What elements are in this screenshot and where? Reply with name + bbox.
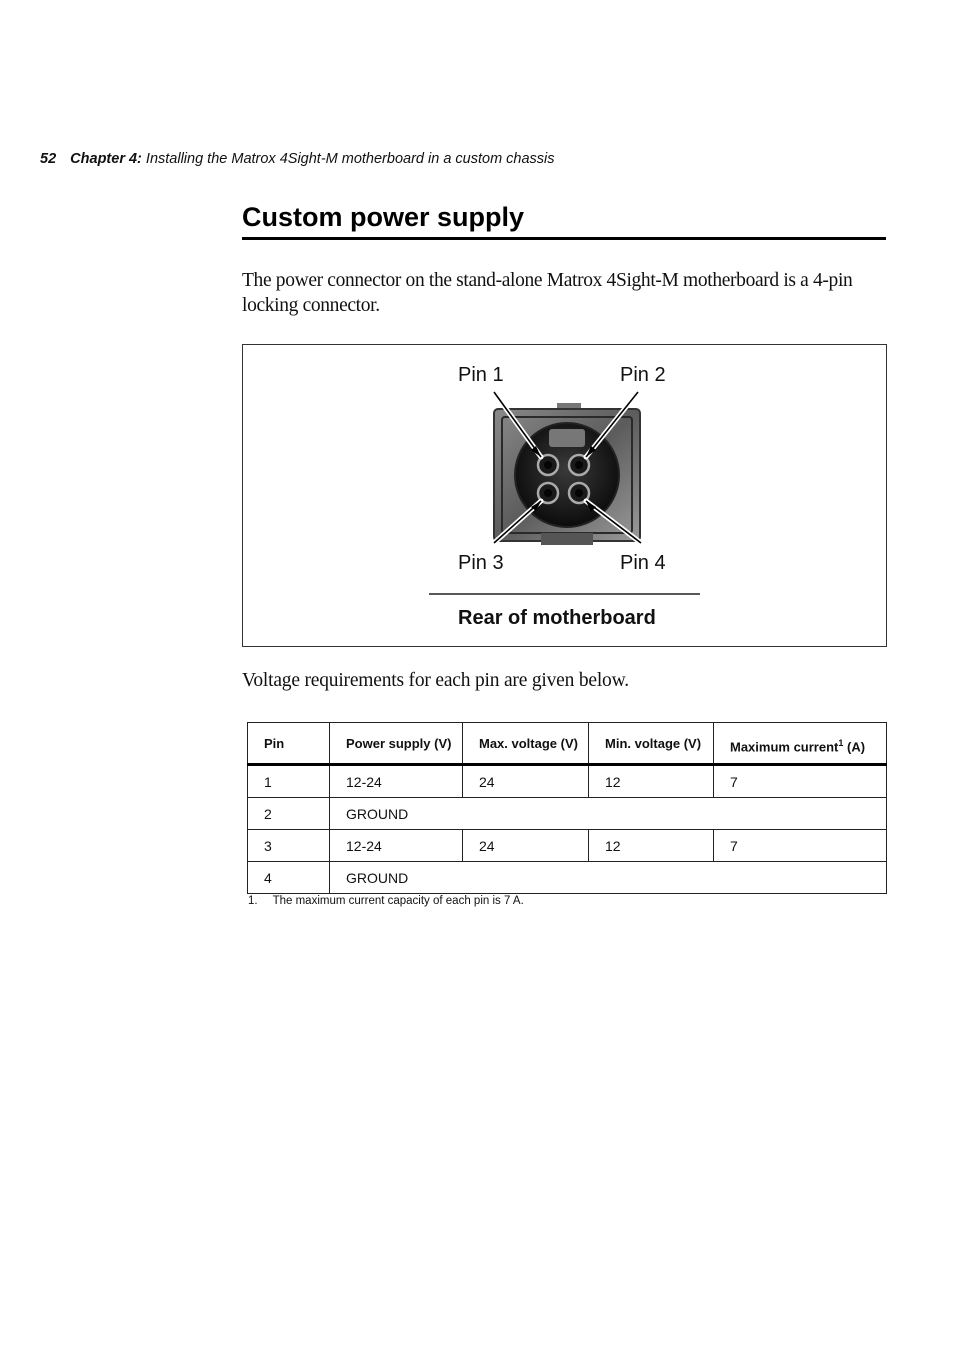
key-tab bbox=[549, 429, 585, 447]
figure-caption: Rear of motherboard bbox=[458, 607, 656, 629]
connector-figure bbox=[242, 344, 887, 647]
chapter-title: Installing the Matrox 4Sight-M motherboard in a custom chassis bbox=[145, 151, 555, 167]
voltage-intro: Voltage requirements for each pin are given below. bbox=[242, 670, 629, 691]
pin2-label: Pin 2 bbox=[620, 364, 666, 386]
footnote-ref: 1 bbox=[838, 737, 844, 748]
table-footnote bbox=[248, 895, 524, 907]
table-header-row bbox=[248, 723, 887, 765]
footnote-text: The maximum current capacity of each pin is 7 A. bbox=[272, 895, 524, 907]
header-max-current: Maximum current$^1$ (A) bbox=[714, 723, 887, 765]
footnote-number: 1. bbox=[248, 895, 258, 907]
chapter-label: Chapter 4: bbox=[70, 151, 142, 167]
pin4-label: Pin 4 bbox=[620, 552, 666, 574]
pin3-label: Pin 3 bbox=[458, 552, 504, 574]
table-row: 3 12-24 24 12 7 bbox=[248, 830, 887, 862]
header-max-voltage: Max. voltage (V) bbox=[463, 723, 589, 765]
header-pin: Pin bbox=[248, 723, 330, 765]
running-head bbox=[40, 151, 555, 167]
pin1-label: Pin 1 bbox=[458, 364, 504, 386]
connector-illustration bbox=[243, 345, 886, 646]
pin-voltage-table bbox=[247, 722, 887, 894]
table-row: 4 GROUND bbox=[248, 862, 887, 894]
page-number: 52 bbox=[40, 151, 57, 167]
table-row: 2 GROUND bbox=[248, 798, 887, 830]
header-min-voltage: Min. voltage (V) bbox=[589, 723, 714, 765]
intro-paragraph: The power connector on the stand-alone Matrox 4Sight-M motherboard is a 4-pin locking connector. bbox=[242, 270, 853, 316]
section-title: Custom power supply bbox=[242, 202, 886, 240]
header-power-supply: Power supply (V) bbox=[330, 723, 463, 765]
table-row: 1 12-24 24 12 7 bbox=[248, 765, 887, 798]
